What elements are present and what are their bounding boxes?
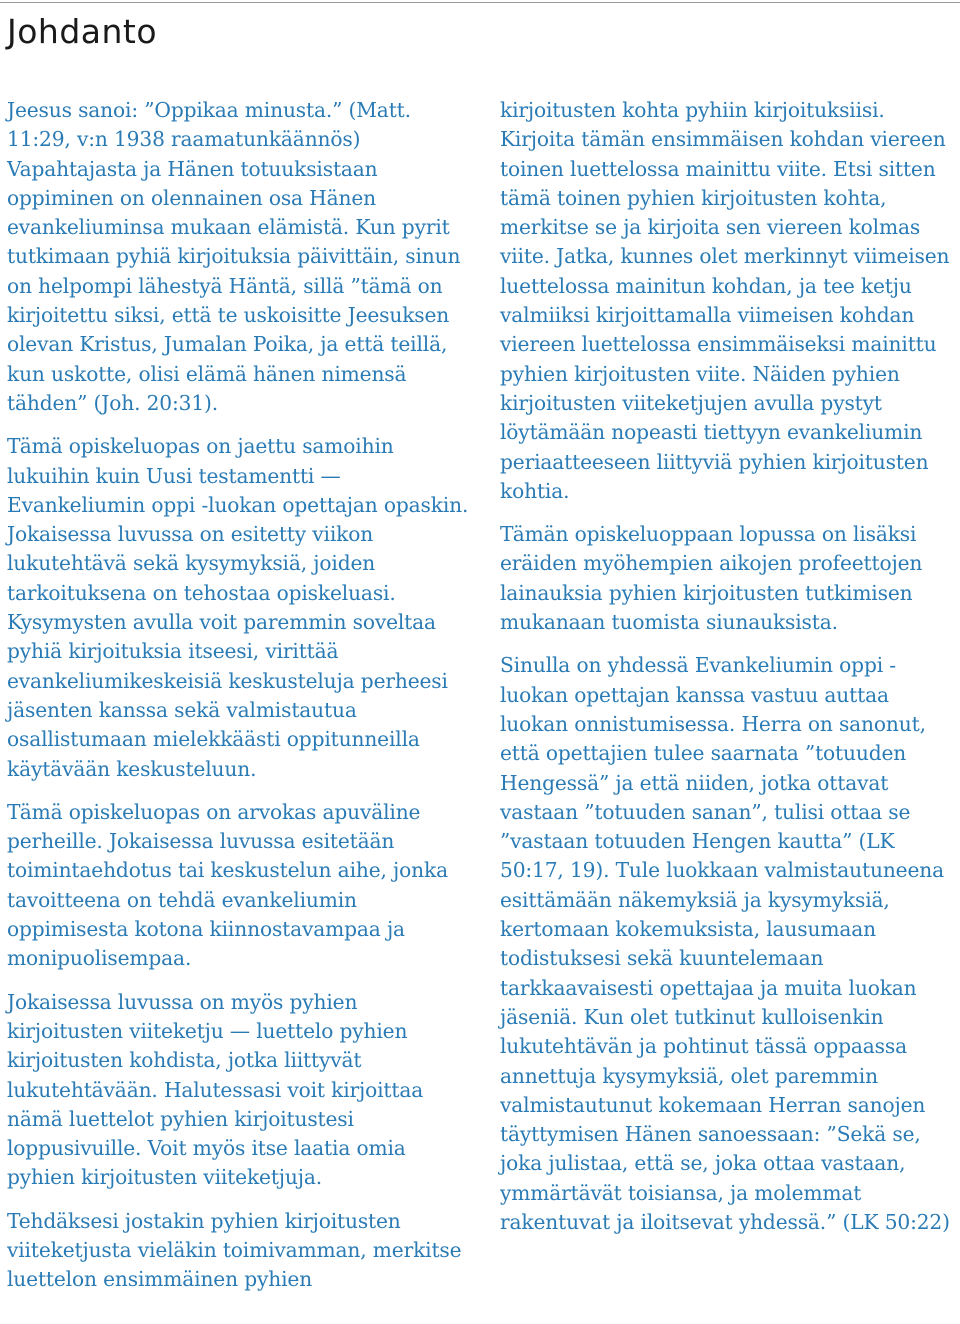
sentence: Tämä opiskeluopas on jaettu samoihin lukuihin kuin Uusi testamentti — Evankeliumin oppi -luokan opettajan opaskin. bbox=[7, 434, 469, 517]
sentence: Jokaisessa luvussa on esitetty viikon lukutehtävä sekä kysymyksiä, joiden tarkoituksena on tehostaa opiskeluasi. bbox=[7, 522, 396, 605]
sentence: Näiden pyhien kirjoitusten viiteketjujen avulla pystyt löytämään nopeasti tiettyyn evankeliumin periaatteeseen liittyviä pyhien kirjoitusten kohtia. bbox=[500, 361, 929, 503]
sentence: Kysymysten avulla voit paremmin soveltaa pyhiä kirjoituksia itseesi, virittää evankeliumikeskeisiä keskusteluja perheesi jäsenten kanssa sekä valmistautua osallistumaan mielekkäästi oppitunneilla käytävään keskusteluun. bbox=[7, 610, 448, 781]
sentence: Tehdäksesi jostakin pyhien kirjoitusten viiteketjusta vieläkin toimivamman, merkitse luettelon ensimmäinen pyhien bbox=[7, 1208, 462, 1292]
sentence: Kun pyrit tutkimaan pyhiä kirjoituksia päivittäin, sinun on helpompi lähestyä Häntä, sillä ”tämä on kirjoitettu siksi, että te uskoisitte Jeesuksen olevan Kristus, Jumalan Poika, ja että teillä, kun uskotte, olisi elämä hänen nimensä tähden” (Joh. 20:31). bbox=[7, 215, 461, 415]
sentence: Sinulla on yhdessä Evankeliumin oppi -luokan opettajan kanssa vastuu auttaa luokan onnistumisessa. bbox=[500, 653, 896, 736]
top-rule bbox=[0, 2, 960, 3]
sentence: Jokaisessa luvussa on myös pyhien kirjoitusten viiteketju — luettelo pyhien kirjoitusten kohdista, jotka liittyvät lukutehtävään. bbox=[7, 989, 408, 1102]
paragraph-structure bbox=[7, 432, 469, 784]
sentence: Jokaisessa luvussa esitetään toimintaehdotus tai keskustelun aihe, jonka tavoitteena on tehdä evankeliumin oppimisesta kotona kiinnostavampaa ja monipuolisempaa. bbox=[7, 829, 448, 971]
sentence: kirjoitusten kohta pyhiin kirjoituksiisi. bbox=[500, 98, 885, 122]
sentence: Herra on sanonut, että opettajien tulee saarnata ”totuuden Hengessä” ja että niiden, jotka ottavat vastaan ”totuuden sanan”, tulisi ottaa se ”vastaan totuuden Hengen kautta” (LK 50:17, 19). bbox=[500, 711, 926, 883]
sentence: Tule luokkaan valmistautuneena esittämään näkemyksiä ja kysymyksiä, kertomaan kokemuksista, lausumaan todistuksesi sekä kuuntelemaan tarkkaavaisesti opettajaa ja muita luokan jäseniä. bbox=[500, 858, 945, 1029]
sentence: Etsi sitten tämä toinen pyhien kirjoitusten kohta, merkitse se ja kirjoita sen viereen kolmas viite. bbox=[500, 156, 936, 269]
sentence: Jeesus sanoi: ”Oppikaa minusta.” (Matt. 11:29, v:n 1938 raamatunkäännös) Vapahtajasta ja Hänen totuuksistaan oppiminen on olennainen osa Hänen evankeliuminsa mukaan elämistä. bbox=[7, 98, 411, 240]
paragraph-chain-howto-start bbox=[7, 1207, 469, 1295]
paragraph-chain-howto-continued bbox=[500, 96, 960, 506]
right-column bbox=[500, 96, 960, 1251]
sentence: Voit myös itse laatia omia pyhien kirjoitusten viiteketjuja. bbox=[7, 1136, 406, 1190]
paragraph-prophet-quotes bbox=[500, 520, 960, 637]
left-column bbox=[7, 96, 469, 1309]
sentence: Kirjoita tämän ensimmäisen kohdan viereen toinen luettelossa mainittu viite. bbox=[500, 127, 946, 181]
paragraph-reference-chain bbox=[7, 988, 469, 1193]
page-title: Johdanto bbox=[7, 12, 158, 51]
paragraph-families bbox=[7, 798, 469, 974]
sentence: Jatka, kunnes olet merkinnyt viimeisen luettelossa mainitun kohdan, ja tee ketju valmiiksi kirjoittamalla viimeisen kohdan viereen luettelossa ensimmäiseksi mainittu pyhien kirjoitusten viite. bbox=[500, 244, 950, 386]
sentence: Tämän opiskeluoppaan lopussa on lisäksi eräiden myöhempien aikojen profeettojen lainauksia pyhien kirjoitusten tutkimisen mukanaan tuomista siunauksista. bbox=[500, 522, 923, 635]
sentence: Kun olet tutkinut kulloisenkin lukutehtävän ja pohtinut tässä oppaassa annettuja kysymyksiä, olet paremmin valmistautunut kokemaan Herran sanojen täyttymisen Hänen sanoessaan: ”Sekä se, joka julistaa, että se, joka ottaa vastaan, ymmärtävät toisiansa, ja molemmat rakentuvat ja iloitsevat yhdessä.” (LK 50:22) bbox=[500, 1004, 950, 1234]
sentence: Halutessasi voit kirjoittaa nämä luettelot pyhien kirjoitustesi loppusivuille. bbox=[7, 1077, 424, 1161]
sentence: Tämä opiskeluopas on arvokas apuväline perheille. bbox=[7, 799, 421, 854]
paragraph-intro bbox=[7, 96, 469, 418]
paragraph-class-responsibility bbox=[500, 651, 960, 1237]
